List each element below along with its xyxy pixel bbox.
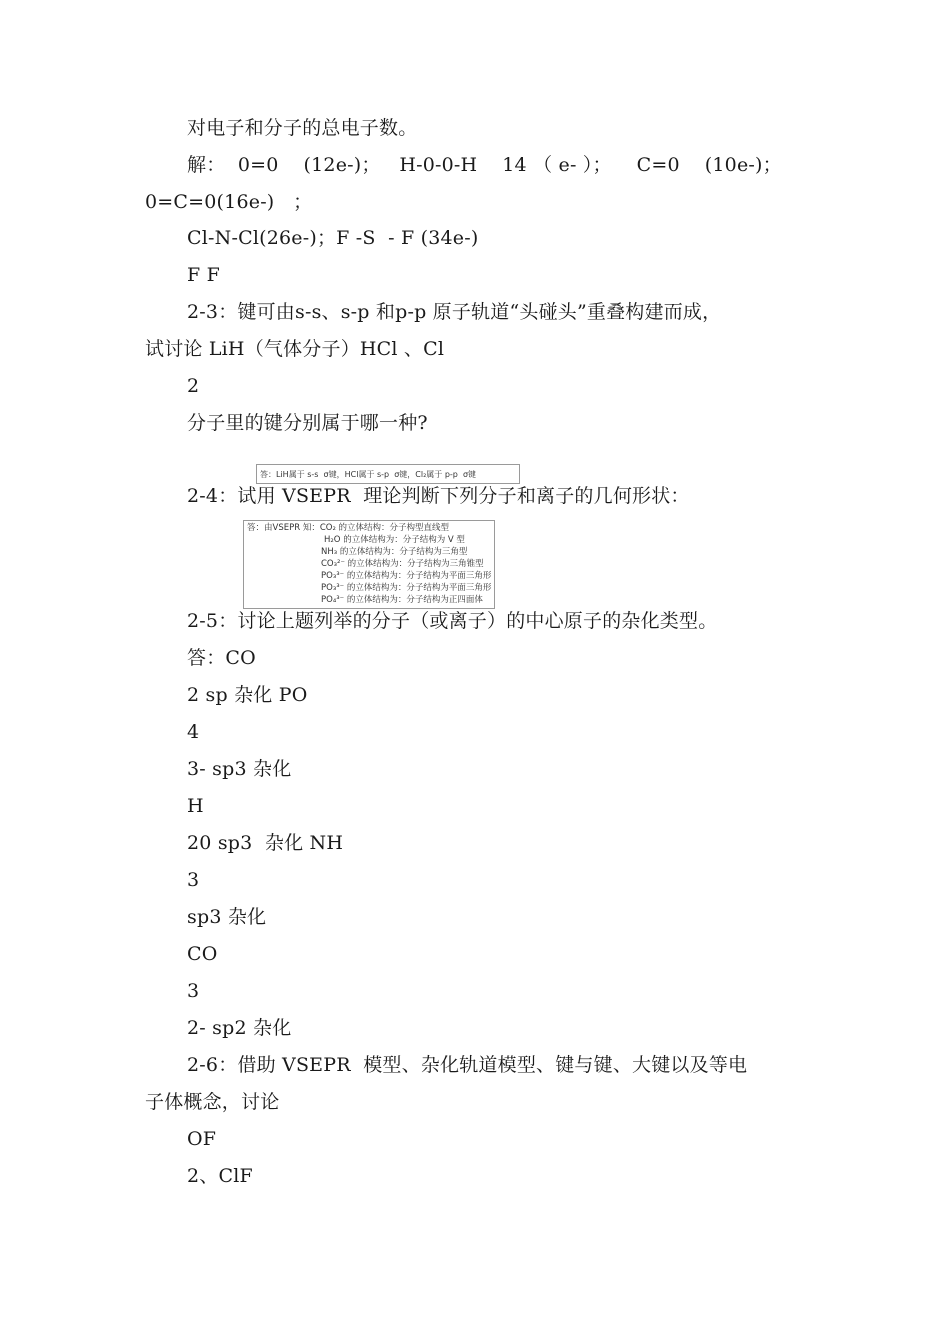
text-line: 2 sp 杂化 PO <box>187 684 308 706</box>
text-line: 20 sp3 杂化 NH <box>187 832 344 854</box>
text-line: F F <box>187 264 221 286</box>
text-line: H <box>187 795 204 817</box>
text-line: 解： 0=0 (12e-)； H-0-0-H 14 （ e- ）； C=0 (10e-)； <box>187 154 782 176</box>
text-line: 2 <box>187 375 200 397</box>
text-line: 2-4：试用 VSEPR 理论判断下列分子和离子的几何形状： <box>187 485 690 507</box>
vsepr-row: PO₄³⁻ 的立体结构为：分子结构为正四面体 <box>321 595 483 605</box>
vsepr-row: H₂O 的立体结构为：分子结构为 V 型 <box>324 535 465 545</box>
vsepr-row: PO₃³⁻ 的立体结构为：分子结构为平面三角形 <box>321 583 492 593</box>
vsepr-row: 答：由VSEPR 知：CO₂ 的立体结构：分子构型直线型 <box>247 523 450 533</box>
text-line: 2- sp2 杂化 <box>187 1017 292 1039</box>
vsepr-row: PO₃³⁻ 的立体结构为：分子结构为平面三角形 <box>321 571 492 581</box>
text-line: 2-6：借助 VSEPR 模型、杂化轨道模型、键与键、大键以及等电 <box>187 1054 748 1076</box>
text-line: 试讨论 LiH（气体分子）HCl 、Cl <box>145 338 445 360</box>
text-line: 子体概念，讨论 <box>145 1091 280 1113</box>
text-line: 对电子和分子的总电子数。 <box>187 117 418 139</box>
text-line: 3- sp3 杂化 <box>187 758 292 780</box>
vsepr-row: CO₃²⁻ 的立体结构为：分子结构为三角锥型 <box>321 559 484 569</box>
text-line: 3 <box>187 980 200 1002</box>
text-line: sp3 杂化 <box>187 906 267 928</box>
text-line: OF <box>187 1128 217 1150</box>
text-line: CO <box>187 943 218 965</box>
text-line: 答：CO <box>187 647 256 669</box>
vsepr-row: NH₃ 的立体结构为：分子结构为三角型 <box>321 547 468 557</box>
text-line: 2-3：键可由s-s、s-p 和p-p 原子轨道“头碰头”重叠构建而成， <box>187 301 722 323</box>
answer-image-bond-types: 答：LiH属于 s-s σ键，HCl属于 s-p σ键，Cl₂属于 p-p σ键 <box>256 464 520 484</box>
answer-image-vsepr-shapes <box>243 520 495 609</box>
text-line: 分子里的键分别属于哪一种? <box>187 412 428 434</box>
text-line: Cl-N-Cl(26e-)；F -S - F (34e-) <box>187 227 479 249</box>
text-line: 2、ClF <box>187 1165 253 1187</box>
text-line: 2-5：讨论上题列举的分子（或离子）的中心原子的杂化类型。 <box>187 610 718 632</box>
text-line: 0=C=0(16e-) ； <box>145 191 313 213</box>
text-line: 4 <box>187 721 200 743</box>
text-line: 3 <box>187 869 200 891</box>
